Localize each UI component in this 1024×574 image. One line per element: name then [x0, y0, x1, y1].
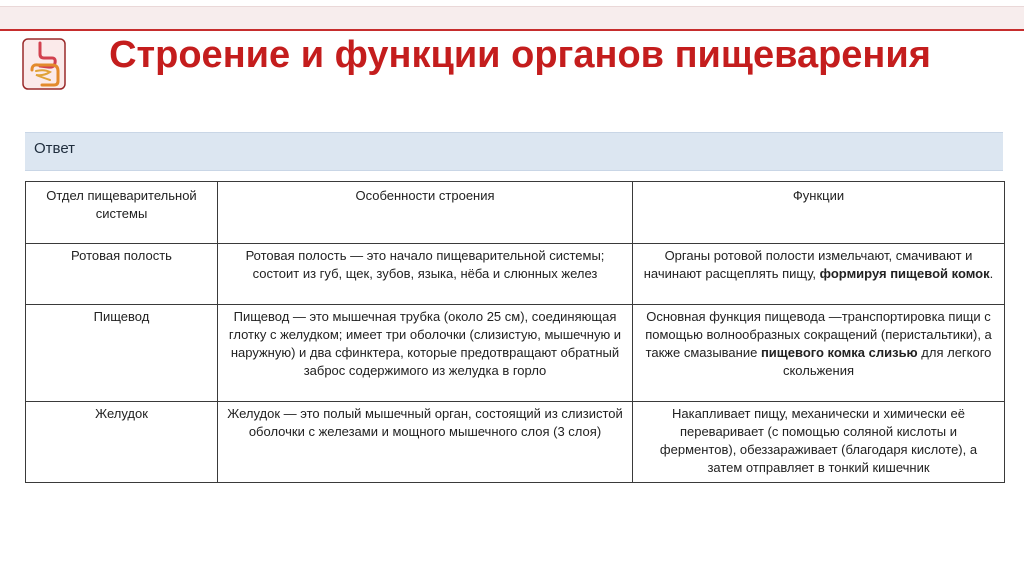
- answer-label: Ответ: [34, 140, 76, 157]
- header-section: Отдел пищеварительной системы: [26, 182, 218, 244]
- row-structure: Ротовая полость — это начало пищеварительной системы; состоит из губ, щек, зубов, языка, нёба и слюнных желез: [218, 244, 633, 305]
- header-functions: Функции: [633, 182, 1005, 244]
- top-decor-band: [0, 6, 1024, 31]
- row-structure: Желудок — это полый мышечный орган, состоящий из слизистой оболочки с железами и мощного мышечного слоя (3 слоя): [218, 402, 633, 483]
- table-row: [26, 402, 1005, 483]
- row-function: Основная функция пищевода —транспортировка пищи с помощью волнообразных сокращений (перистальтики), а также смазывание пищевого комка слизью для легкого скольжения: [633, 305, 1005, 402]
- header-structure: Особенности строения: [218, 182, 633, 244]
- row-function: Органы ротовой полости измельчают, смачивают и начинают расщеплять пищу, формируя пищевой комок.: [633, 244, 1005, 305]
- answer-header-bar: [25, 132, 1003, 171]
- digestion-table: [25, 181, 1005, 483]
- digestive-system-icon: [22, 38, 66, 90]
- table-header-row: [26, 182, 1005, 244]
- table-row: [26, 305, 1005, 402]
- row-section: Желудок: [26, 402, 218, 483]
- row-structure: Пищевод — это мышечная трубка (около 25 см), соединяющая глотку с желудком; имеет три оболочки (слизистую, мышечную и наружную) и два сфинктера, которые предотвращают обратный заброс содержимого из желудка в горло: [218, 305, 633, 402]
- row-section: Ротовая полость: [26, 244, 218, 305]
- row-section: Пищевод: [26, 305, 218, 402]
- page-title: Строение и функции органов пищеварения: [109, 34, 931, 76]
- row-function: Накапливает пищу, механически и химически её переваривает (с помощью соляной кислоты и ферментов), обеззараживает (благодаря кислоте), а затем отправляет в тонкий кишечник: [633, 402, 1005, 483]
- table-row: [26, 244, 1005, 305]
